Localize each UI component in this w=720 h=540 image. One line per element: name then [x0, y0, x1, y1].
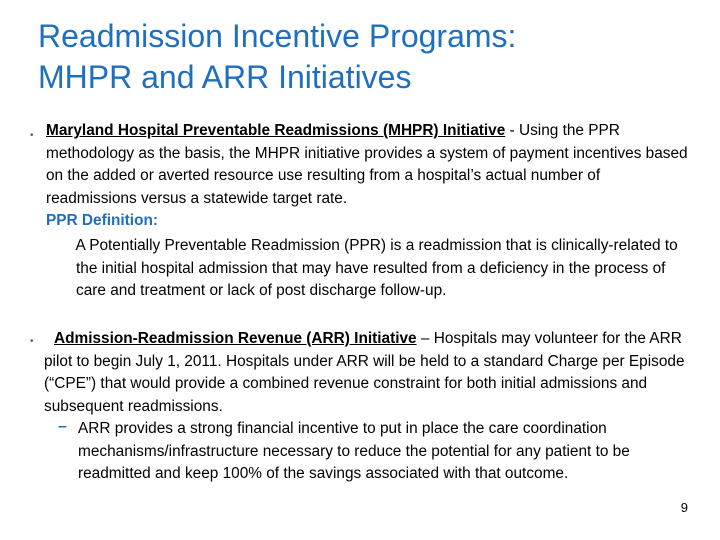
- arr-sub-paragraph: ARR provides a strong financial incentive to put in place the care coordination mechanisms/infrastructure necessary to reduce the potential for any patient to be readmitted and keep 100% of the savings associated with that outcome.: [78, 420, 630, 482]
- ppr-definition-body: A Potentially Preventable Readmission (PPR) is a readmission that is clinically-related to the initial hospital admission that may have resulted from a deficiency in the process of care and treatment or lack of post discharge follow-up.: [75, 237, 678, 299]
- dash-icon: –: [58, 418, 67, 435]
- arr-heading: Admission-Readmission Revenue (ARR) Initiative: [54, 330, 417, 347]
- title-line-1: Readmission Incentive Programs:: [38, 18, 517, 54]
- bullet-icon: •: [30, 336, 34, 347]
- arr-body: Hospitals may volunteer for the ARR pilot to begin July 1, 2011. Hospitals under ARR will be held to a standard Charge per Episode (“CPE”) that would provide a combined revenue constraint for both initial admissions and subsequent readmissions.: [44, 330, 685, 415]
- mhpr-heading: Maryland Hospital Preventable Readmissions (MHPR) Initiative: [46, 122, 506, 139]
- arr-paragraph: [44, 328, 694, 418]
- arr-separator: –: [416, 330, 434, 347]
- title-line-2: MHPR and ARR Initiatives: [38, 59, 412, 95]
- mhpr-paragraph: [46, 120, 694, 210]
- page-number: 9: [680, 500, 688, 515]
- slide-title: [38, 16, 698, 98]
- ppr-definition-heading: PPR Definition:: [46, 212, 159, 229]
- bullet-icon: •: [30, 130, 34, 141]
- mhpr-separator: -: [505, 122, 519, 139]
- mhpr-body: Using the PPR methodology as the basis, the MHPR initiative provides a system of payment incentives based on the added or averted resource use resulting from a hospital’s actual number of readmissions versus a statewide target rate.: [46, 122, 688, 207]
